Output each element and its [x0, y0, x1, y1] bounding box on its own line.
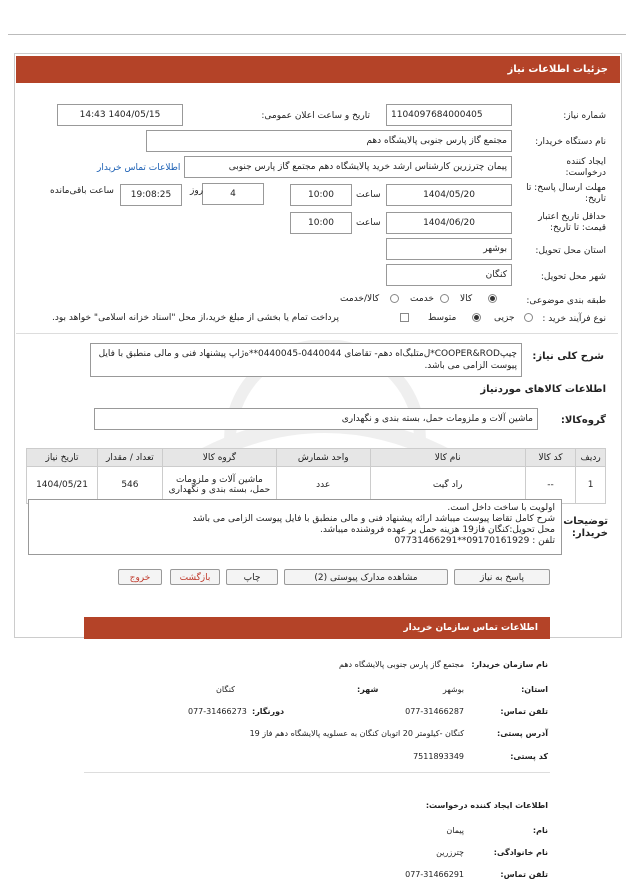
- top-divider: [8, 34, 626, 35]
- buyer-desc-line: تلفن : 09170161929**07731466291: [394, 536, 555, 546]
- validity-date-field: 1404/06/20: [386, 212, 512, 234]
- table-header: نام کالا: [370, 449, 525, 467]
- goods-section-title: اطلاعات کالاهای موردنیاز: [480, 384, 606, 395]
- table-cell: --: [525, 467, 575, 504]
- creator-name-value: پیمان: [446, 826, 464, 835]
- table-header: کد کالا: [525, 449, 575, 467]
- contact-phone-label: تلفن تماس:: [500, 707, 548, 716]
- table-header: واحد شمارش: [276, 449, 370, 467]
- province-label: استان محل تحویل:: [535, 246, 606, 256]
- process-radio-minor[interactable]: [524, 313, 533, 322]
- buyer-desc-line: اولویت با ساخت داخل است.: [447, 503, 555, 513]
- requester-label: ایجاد کننده درخواست:: [565, 157, 606, 178]
- requester-field: پیمان چترزرین کارشناس ارشد خرید پالایشگاه دهم مجتمع گاز پارس جنوبی: [184, 156, 512, 178]
- validity-time-label: ساعت: [356, 218, 381, 228]
- announce-datetime-label: تاریخ و ساعت اعلان عمومی:: [261, 111, 370, 121]
- category-option-both: کالا/خدمت: [340, 294, 380, 304]
- contact-org-label: نام سازمان خریدار:: [471, 660, 548, 669]
- city-field: کنگان: [386, 264, 512, 286]
- category-radio-both[interactable]: [390, 294, 399, 303]
- category-radio-service[interactable]: [440, 294, 449, 303]
- contact-fax-value: 077-31466273: [188, 707, 247, 716]
- buyer-label: نام دستگاه خریدار:: [535, 137, 606, 147]
- city-label: شهر محل تحویل:: [540, 272, 606, 282]
- table-header: تعداد / مقدار: [98, 449, 163, 467]
- back-button[interactable]: بازگشت: [170, 569, 220, 585]
- contact-province-value: بوشهر: [442, 685, 464, 694]
- table-header: تاریخ نیاز: [27, 449, 98, 467]
- contact-fax-label: دورنگار:: [252, 707, 285, 716]
- process-option-medium: متوسط: [428, 313, 457, 323]
- contact-divider: [84, 772, 550, 773]
- table-cell: ماشین آلات و ملزومات حمل، بسته بندی و نگهداری: [162, 467, 276, 504]
- process-label: نوع فرآیند خرید :: [542, 314, 606, 324]
- buyer-desc-box: [28, 499, 562, 555]
- deadline-time-field: 10:00: [290, 184, 352, 206]
- print-button[interactable]: چاپ: [226, 569, 278, 585]
- deadline-label: مهلت ارسال پاسخ: تا تاریخ:: [526, 183, 606, 204]
- category-option-service: خدمت: [410, 294, 434, 304]
- summary-label: شرح کلی نیاز:: [532, 351, 604, 362]
- page-title: جزئیات اطلاعات نیاز: [16, 56, 620, 83]
- table-header: ردیف: [576, 449, 606, 467]
- creator-title: اطلاعات ایجاد کننده درخواست:: [425, 801, 548, 810]
- validity-time-field: 10:00: [290, 212, 352, 234]
- treasury-payment-checkbox[interactable]: [400, 313, 409, 322]
- contact-province-label: استان:: [521, 685, 548, 694]
- day-label: روز: [190, 186, 204, 196]
- process-option-minor: جزیی: [494, 313, 515, 323]
- contact-org-value: مجتمع گاز پارس جنوبی پالایشگاه دهم: [339, 660, 464, 669]
- contact-address-label: آدرس پستی:: [497, 729, 548, 738]
- table-cell: 546: [98, 467, 163, 504]
- category-option-goods: کالا: [460, 294, 473, 304]
- need-number-field: 1104097684000405: [386, 104, 512, 126]
- table-row: [27, 467, 606, 504]
- table-cell: 1404/05/21: [27, 467, 98, 504]
- buyer-desc-line: محل تحویل:کنگان فاز19 هزینه حمل بر عهده فروشنده میباشد.: [319, 525, 555, 535]
- need-number-label: شماره نیاز:: [563, 111, 606, 121]
- remaining-time-label: ساعت باقی‌مانده: [50, 186, 114, 196]
- creator-family-value: چترزرین: [436, 848, 464, 857]
- reply-button[interactable]: پاسخ به نیاز: [454, 569, 550, 585]
- announce-datetime-field: 1404/05/15 14:43: [57, 104, 183, 126]
- deadline-date-field: 1404/05/20: [386, 184, 512, 206]
- contact-city-value: کنگان: [216, 685, 235, 694]
- process-radio-medium[interactable]: [472, 313, 481, 322]
- creator-family-label: نام خانوادگی:: [493, 848, 548, 857]
- exit-button[interactable]: خروج: [118, 569, 162, 585]
- province-field: بوشهر: [386, 238, 512, 260]
- section-divider: [16, 333, 618, 334]
- creator-phone-label: تلفن تماس:: [500, 870, 548, 879]
- category-radio-goods[interactable]: [488, 294, 497, 303]
- contact-postal-label: کد پستی:: [510, 752, 548, 761]
- contact-phone-value: 077-31466287: [405, 707, 464, 716]
- payment-note: پرداخت تمام یا بخشی از مبلغ خرید،از محل "اسناد خزانه اسلامی" خواهد بود.: [52, 313, 340, 323]
- contact-address-value: کنگان -کیلومتر 20 اتوبان کنگان به عسلویه پالایشگاه دهم فاز 19: [249, 729, 464, 738]
- remaining-time-field: 19:08:25: [120, 184, 182, 206]
- buyer-field: مجتمع گاز پارس جنوبی پالایشگاه دهم: [146, 130, 512, 152]
- table-cell: 1: [576, 467, 606, 504]
- attachments-button[interactable]: مشاهده مدارک پیوستی (2): [284, 569, 448, 585]
- goods-group-label: گروه‌کالا:: [560, 415, 606, 426]
- category-label: طبقه بندی موضوعی:: [526, 296, 606, 306]
- contact-section-title: اطلاعات تماس سازمان خریدار: [84, 617, 550, 639]
- creator-name-label: نام:: [532, 826, 548, 835]
- goods-table: [26, 448, 606, 504]
- buyer-contact-link[interactable]: اطلاعات تماس خریدار: [97, 163, 181, 173]
- creator-phone-value: 077-31466291: [405, 870, 464, 879]
- table-cell: عدد: [276, 467, 370, 504]
- days-count-field: 4: [202, 183, 264, 205]
- contact-city-label: شهر:: [357, 685, 379, 694]
- goods-group-field: ماشین آلات و ملزومات حمل، بسته بندی و نگهداری: [94, 408, 538, 430]
- deadline-time-label: ساعت: [356, 190, 381, 200]
- summary-field: چیپ‌COOPER&ROD*ل‌متلبگ‌اه دهم- تقاضای 0440044-0440045**ه‌ژاپ پیشنهاد فنی و مالی منطبق با فایل پیوست الزامی می باشد.: [90, 343, 522, 377]
- min-validity-label: حداقل تاریخ اعتبار قیمت: تا تاریخ:: [538, 212, 606, 233]
- buyer-desc-line: شرح کامل تقاضا پیوست میباشد ارائه پیشنهاد فنی و مالی منطبق با فایل پیوست الزامی می باشد: [192, 514, 555, 524]
- buyer-desc-label: توضیحات خریدار:: [563, 516, 608, 539]
- table-cell: راد گیت: [370, 467, 525, 504]
- contact-postal-value: 7511893349: [413, 752, 464, 761]
- table-header: گروه کالا: [162, 449, 276, 467]
